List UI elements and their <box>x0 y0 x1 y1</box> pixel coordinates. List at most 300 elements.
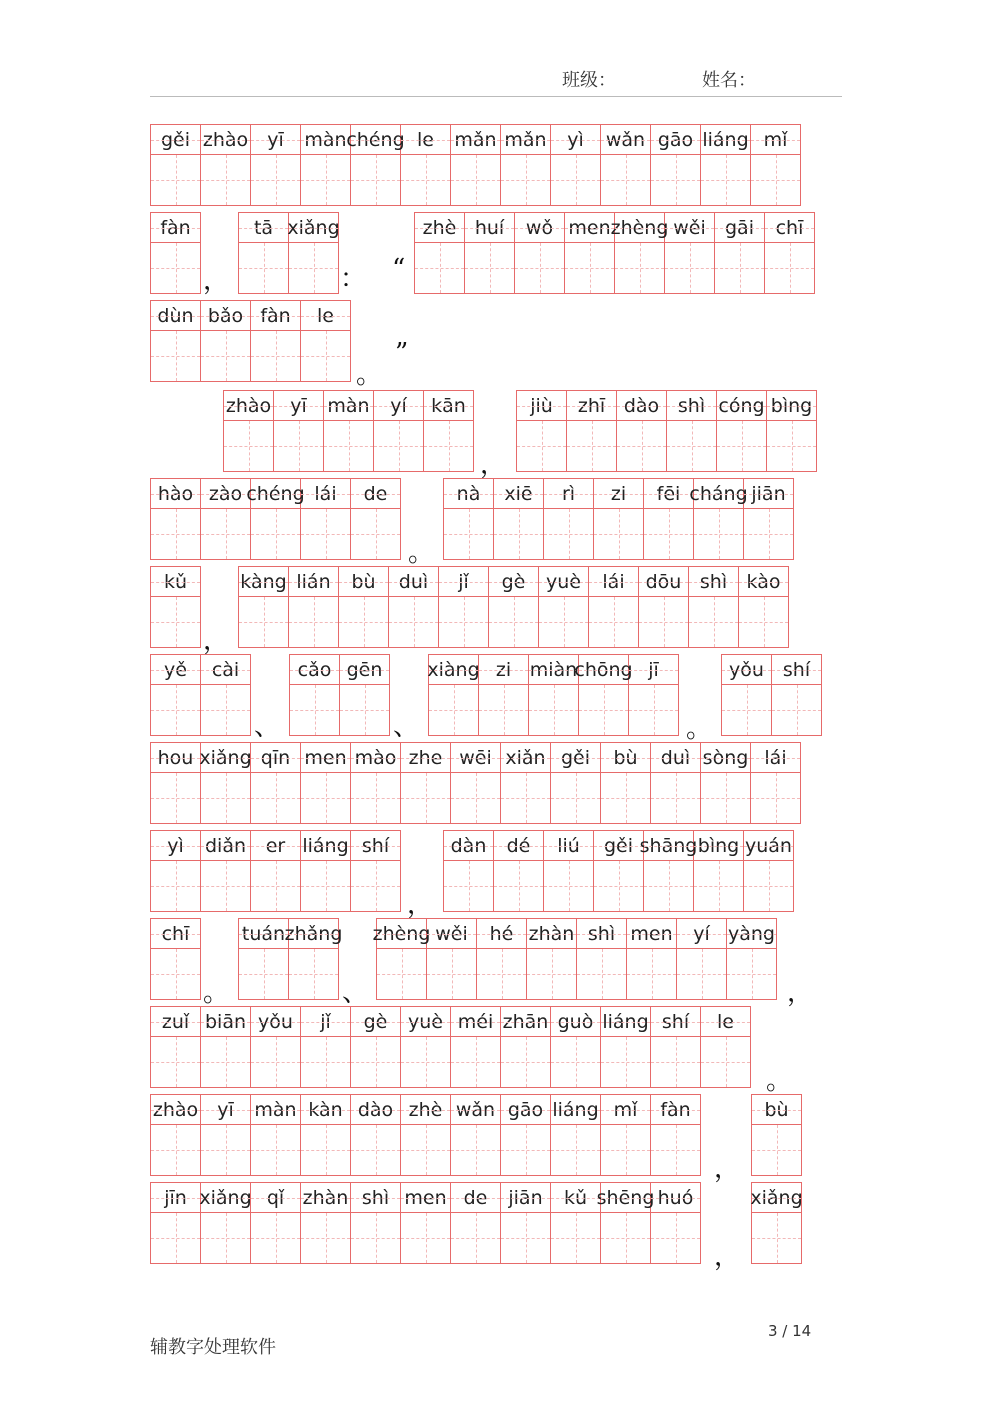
writing-cell[interactable] <box>693 830 744 912</box>
writing-cell[interactable] <box>339 654 390 736</box>
writing-cell[interactable] <box>423 390 474 472</box>
character-box[interactable] <box>151 331 200 381</box>
character-box[interactable] <box>744 861 793 911</box>
character-box[interactable] <box>301 1037 350 1087</box>
writing-cell[interactable] <box>250 1006 301 1088</box>
writing-cell[interactable] <box>610 212 669 294</box>
character-box[interactable] <box>377 949 426 999</box>
character-box[interactable] <box>424 421 473 471</box>
writing-cell[interactable] <box>150 300 201 382</box>
character-box[interactable] <box>544 861 593 911</box>
writing-cell[interactable] <box>238 212 289 294</box>
writing-cell[interactable] <box>428 654 479 736</box>
character-box[interactable] <box>351 1213 400 1263</box>
writing-cell[interactable] <box>514 212 565 294</box>
writing-cell[interactable] <box>550 1094 601 1176</box>
writing-cell[interactable] <box>200 654 251 736</box>
writing-cell[interactable] <box>639 830 698 912</box>
writing-cell[interactable] <box>150 654 201 736</box>
character-box[interactable] <box>351 1125 400 1175</box>
writing-cell[interactable] <box>438 566 489 648</box>
character-box[interactable] <box>401 1125 450 1175</box>
character-box[interactable] <box>444 509 493 559</box>
character-box[interactable] <box>151 773 200 823</box>
character-box[interactable] <box>389 597 438 647</box>
character-box[interactable] <box>201 509 250 559</box>
writing-cell[interactable] <box>238 566 289 648</box>
writing-cell[interactable] <box>750 124 801 206</box>
writing-cell[interactable] <box>300 830 351 912</box>
character-box[interactable] <box>374 421 423 471</box>
character-box[interactable] <box>701 1037 750 1087</box>
writing-cell[interactable] <box>771 654 822 736</box>
writing-cell[interactable] <box>666 390 717 472</box>
writing-cell[interactable] <box>500 1182 551 1264</box>
character-box[interactable] <box>301 1213 350 1263</box>
character-box[interactable] <box>677 949 726 999</box>
character-box[interactable] <box>765 243 814 293</box>
character-box[interactable] <box>694 509 743 559</box>
character-box[interactable] <box>594 509 643 559</box>
character-box[interactable] <box>551 1037 600 1087</box>
character-box[interactable] <box>201 331 250 381</box>
writing-cell[interactable] <box>493 830 544 912</box>
character-box[interactable] <box>601 773 650 823</box>
writing-cell[interactable] <box>743 478 794 560</box>
writing-cell[interactable] <box>600 1006 651 1088</box>
character-box[interactable] <box>351 155 400 205</box>
pinyin-label: yī <box>251 125 300 155</box>
writing-cell[interactable] <box>300 300 351 382</box>
writing-cell[interactable] <box>200 830 251 912</box>
character-box[interactable] <box>201 861 250 911</box>
character-box[interactable] <box>751 773 800 823</box>
character-box[interactable] <box>201 1213 250 1263</box>
character-box[interactable] <box>651 1213 700 1263</box>
writing-cell[interactable] <box>528 654 579 736</box>
writing-cell[interactable] <box>300 478 351 560</box>
writing-cell[interactable] <box>338 566 389 648</box>
writing-cell[interactable] <box>738 566 789 648</box>
character-box[interactable] <box>415 243 464 293</box>
writing-cell[interactable] <box>300 1182 351 1264</box>
character-box[interactable] <box>444 861 493 911</box>
writing-cell[interactable] <box>638 566 689 648</box>
writing-cell[interactable] <box>372 918 431 1000</box>
character-box[interactable] <box>501 155 550 205</box>
writing-cell[interactable] <box>688 566 739 648</box>
writing-cell[interactable] <box>500 124 551 206</box>
character-box[interactable] <box>351 509 400 559</box>
writing-cell[interactable] <box>650 742 701 824</box>
writing-cell[interactable] <box>273 390 324 472</box>
character-box[interactable] <box>701 773 750 823</box>
writing-cell[interactable] <box>288 212 339 294</box>
writing-cell[interactable] <box>550 1006 601 1088</box>
writing-cell[interactable] <box>400 1006 451 1088</box>
writing-cell[interactable] <box>588 566 639 648</box>
character-box[interactable] <box>427 949 476 999</box>
character-box[interactable] <box>401 1213 450 1263</box>
character-box[interactable] <box>251 331 300 381</box>
character-box[interactable] <box>651 773 700 823</box>
character-box[interactable] <box>617 421 666 471</box>
pinyin-label: dàn <box>444 831 493 861</box>
character-box[interactable] <box>501 1125 550 1175</box>
writing-cell[interactable] <box>450 1006 501 1088</box>
character-box[interactable] <box>479 685 528 735</box>
character-box[interactable] <box>544 509 593 559</box>
character-box[interactable] <box>539 597 588 647</box>
writing-cell[interactable] <box>593 830 644 912</box>
writing-cell[interactable] <box>200 300 251 382</box>
character-box[interactable] <box>289 949 338 999</box>
writing-cell[interactable] <box>550 1182 601 1264</box>
writing-cell[interactable] <box>500 1006 551 1088</box>
writing-cell[interactable] <box>350 742 401 824</box>
writing-cell[interactable] <box>246 478 305 560</box>
character-box[interactable] <box>751 155 800 205</box>
character-box[interactable] <box>151 155 200 205</box>
character-box[interactable] <box>577 949 626 999</box>
character-box[interactable] <box>689 597 738 647</box>
character-box[interactable] <box>224 421 273 471</box>
character-box[interactable] <box>301 509 350 559</box>
writing-cell[interactable] <box>150 742 201 824</box>
writing-cell[interactable] <box>250 1094 301 1176</box>
writing-cell[interactable] <box>200 742 251 824</box>
character-box[interactable] <box>151 1037 200 1087</box>
character-box[interactable] <box>324 421 373 471</box>
writing-cell[interactable] <box>616 390 667 472</box>
writing-cell[interactable] <box>400 1182 451 1264</box>
writing-cell[interactable] <box>443 830 494 912</box>
pinyin-label: de <box>451 1183 500 1213</box>
writing-cell[interactable] <box>150 1182 201 1264</box>
writing-cell[interactable] <box>664 212 715 294</box>
writing-cell[interactable] <box>700 742 751 824</box>
writing-cell[interactable] <box>751 1182 802 1264</box>
writing-cell[interactable] <box>538 566 589 648</box>
character-box[interactable] <box>151 949 200 999</box>
writing-cell[interactable] <box>450 742 501 824</box>
writing-cell[interactable] <box>443 478 494 560</box>
writing-cell[interactable] <box>751 1094 802 1176</box>
writing-cell[interactable] <box>150 1006 201 1088</box>
character-box[interactable] <box>251 1037 300 1087</box>
writing-cell[interactable] <box>516 390 567 472</box>
writing-cell[interactable] <box>150 1094 201 1176</box>
writing-cell[interactable] <box>350 1182 401 1264</box>
character-box[interactable] <box>251 509 300 559</box>
writing-cell[interactable] <box>764 212 815 294</box>
character-box[interactable] <box>151 861 200 911</box>
character-box[interactable] <box>651 1125 700 1175</box>
writing-cell[interactable] <box>200 478 251 560</box>
character-box[interactable] <box>529 685 578 735</box>
character-box[interactable] <box>251 1125 300 1175</box>
writing-cell[interactable] <box>400 742 451 824</box>
character-box[interactable] <box>301 331 350 381</box>
writing-cell[interactable] <box>373 390 424 472</box>
writing-cell[interactable] <box>500 1094 551 1176</box>
writing-cell[interactable] <box>650 1006 701 1088</box>
character-box[interactable] <box>289 597 338 647</box>
writing-cell[interactable] <box>388 566 439 648</box>
writing-cell[interactable] <box>200 1006 251 1088</box>
writing-cell[interactable] <box>350 478 401 560</box>
character-box[interactable] <box>477 949 526 999</box>
character-box[interactable] <box>772 685 821 735</box>
writing-cell[interactable] <box>350 1094 401 1176</box>
writing-cell[interactable] <box>543 830 594 912</box>
writing-cell[interactable] <box>150 566 201 648</box>
writing-cell[interactable] <box>150 212 201 294</box>
writing-cell[interactable] <box>289 654 340 736</box>
character-box[interactable] <box>151 597 200 647</box>
writing-cell[interactable] <box>250 1182 301 1264</box>
writing-cell[interactable] <box>650 1094 701 1176</box>
character-box[interactable] <box>739 597 788 647</box>
character-box[interactable] <box>644 509 693 559</box>
character-box[interactable] <box>451 773 500 823</box>
writing-cell[interactable] <box>550 124 601 206</box>
character-box[interactable] <box>615 243 664 293</box>
writing-cell[interactable] <box>700 1006 751 1088</box>
character-box[interactable] <box>551 155 600 205</box>
writing-cell[interactable] <box>300 1006 351 1088</box>
character-box[interactable] <box>767 421 816 471</box>
character-box[interactable] <box>151 1213 200 1263</box>
writing-cell[interactable] <box>643 478 694 560</box>
writing-cell[interactable] <box>300 742 351 824</box>
character-box[interactable] <box>201 773 250 823</box>
character-box[interactable] <box>629 685 678 735</box>
pinyin-label: shì <box>667 391 716 421</box>
writing-cell[interactable] <box>346 124 405 206</box>
character-box[interactable] <box>301 861 350 911</box>
writing-cell[interactable] <box>566 390 617 472</box>
character-box[interactable] <box>439 597 488 647</box>
character-box[interactable] <box>515 243 564 293</box>
writing-cell[interactable] <box>284 918 343 1000</box>
writing-cell[interactable] <box>238 918 289 1000</box>
character-box[interactable] <box>239 597 288 647</box>
character-box[interactable] <box>494 509 543 559</box>
character-box[interactable] <box>201 155 250 205</box>
pinyin-label: lái <box>301 479 350 509</box>
writing-cell[interactable] <box>426 918 477 1000</box>
writing-cell[interactable] <box>200 124 251 206</box>
character-box[interactable] <box>701 155 750 205</box>
writing-cell[interactable] <box>323 390 374 472</box>
writing-cell[interactable] <box>350 830 401 912</box>
writing-cell[interactable] <box>716 390 767 472</box>
character-box[interactable] <box>201 1037 250 1087</box>
character-box[interactable] <box>251 1213 300 1263</box>
character-box[interactable] <box>722 685 771 735</box>
writing-cell[interactable] <box>288 566 339 648</box>
character-box[interactable] <box>594 861 643 911</box>
character-box[interactable] <box>565 243 614 293</box>
character-box[interactable] <box>151 509 200 559</box>
character-box[interactable] <box>274 421 323 471</box>
character-box[interactable] <box>694 861 743 911</box>
writing-cell[interactable] <box>450 124 501 206</box>
character-box[interactable] <box>401 155 450 205</box>
character-box[interactable] <box>727 949 776 999</box>
writing-cell[interactable] <box>726 918 777 1000</box>
writing-cell[interactable] <box>593 478 644 560</box>
character-box[interactable] <box>201 1125 250 1175</box>
character-box[interactable] <box>351 861 400 911</box>
pinyin-label: men <box>565 213 614 243</box>
character-box[interactable] <box>401 1037 450 1087</box>
writing-cell[interactable] <box>676 918 727 1000</box>
writing-cell[interactable] <box>414 212 465 294</box>
writing-cell[interactable] <box>576 918 627 1000</box>
character-box[interactable] <box>651 1037 700 1087</box>
writing-cell[interactable] <box>596 1182 655 1264</box>
writing-cell[interactable] <box>543 478 594 560</box>
character-box[interactable] <box>551 773 600 823</box>
writing-cell[interactable] <box>743 830 794 912</box>
character-box[interactable] <box>644 861 693 911</box>
character-box[interactable] <box>451 1037 500 1087</box>
character-box[interactable] <box>501 773 550 823</box>
writing-cell[interactable] <box>476 918 527 1000</box>
writing-cell[interactable] <box>721 654 772 736</box>
writing-cell[interactable] <box>600 742 651 824</box>
character-box[interactable] <box>567 421 616 471</box>
character-box[interactable] <box>351 1037 400 1087</box>
character-box[interactable] <box>601 1213 650 1263</box>
character-box[interactable] <box>451 1213 500 1263</box>
character-box[interactable] <box>665 243 714 293</box>
character-box[interactable] <box>151 1125 200 1175</box>
character-box[interactable] <box>339 597 388 647</box>
writing-cell[interactable] <box>564 212 615 294</box>
writing-cell[interactable] <box>714 212 765 294</box>
character-box[interactable] <box>251 861 300 911</box>
writing-cell[interactable] <box>350 1006 401 1088</box>
writing-cell[interactable] <box>400 124 451 206</box>
writing-cell[interactable] <box>766 390 817 472</box>
character-box[interactable] <box>551 1125 600 1175</box>
writing-cell[interactable] <box>300 1094 351 1176</box>
character-box[interactable] <box>251 773 300 823</box>
writing-cell[interactable] <box>600 124 651 206</box>
character-box[interactable] <box>752 1125 801 1175</box>
writing-cell[interactable] <box>250 300 301 382</box>
character-box[interactable] <box>601 1037 650 1087</box>
character-box[interactable] <box>744 509 793 559</box>
character-box[interactable] <box>501 1037 550 1087</box>
writing-cell[interactable] <box>488 566 539 648</box>
writing-cell[interactable] <box>300 124 351 206</box>
writing-cell[interactable] <box>464 212 515 294</box>
writing-cell[interactable] <box>150 918 201 1000</box>
character-box[interactable] <box>151 685 200 735</box>
writing-cell[interactable] <box>628 654 679 736</box>
character-box[interactable] <box>717 421 766 471</box>
character-box[interactable] <box>752 1213 801 1263</box>
character-box[interactable] <box>601 155 650 205</box>
writing-cell[interactable] <box>250 124 301 206</box>
writing-cell[interactable] <box>223 390 274 472</box>
writing-cell[interactable] <box>574 654 633 736</box>
writing-cell[interactable] <box>650 1182 701 1264</box>
character-box[interactable] <box>579 685 628 735</box>
character-box[interactable] <box>340 685 389 735</box>
character-box[interactable] <box>239 243 288 293</box>
writing-cell[interactable] <box>478 654 529 736</box>
character-box[interactable] <box>715 243 764 293</box>
writing-cell[interactable] <box>150 830 201 912</box>
writing-cell[interactable] <box>650 124 701 206</box>
writing-cell[interactable] <box>250 742 301 824</box>
writing-cell[interactable] <box>750 742 801 824</box>
writing-cell[interactable] <box>526 918 577 1000</box>
pinyin-label: tuán <box>239 919 288 949</box>
pinyin-label: mǎn <box>501 125 550 155</box>
character-box[interactable] <box>494 861 543 911</box>
character-box[interactable] <box>290 685 339 735</box>
writing-cell[interactable] <box>250 830 301 912</box>
writing-cell[interactable] <box>550 742 601 824</box>
character-box[interactable] <box>151 243 200 293</box>
character-box[interactable] <box>201 685 250 735</box>
character-box[interactable] <box>301 773 350 823</box>
writing-cell[interactable] <box>150 478 201 560</box>
character-box[interactable] <box>551 1213 600 1263</box>
character-box[interactable] <box>301 155 350 205</box>
writing-cell[interactable] <box>200 1182 251 1264</box>
writing-cell[interactable] <box>600 1094 651 1176</box>
character-box[interactable] <box>667 421 716 471</box>
character-box[interactable] <box>489 597 538 647</box>
character-box[interactable] <box>601 1125 650 1175</box>
character-box[interactable] <box>589 597 638 647</box>
character-box[interactable] <box>639 597 688 647</box>
character-box[interactable] <box>451 1125 500 1175</box>
character-box[interactable] <box>627 949 676 999</box>
writing-cell[interactable] <box>450 1094 501 1176</box>
writing-cell[interactable] <box>626 918 677 1000</box>
character-box[interactable] <box>239 949 288 999</box>
writing-cell[interactable] <box>450 1182 501 1264</box>
character-box[interactable] <box>451 155 500 205</box>
writing-cell[interactable] <box>400 1094 451 1176</box>
character-box[interactable] <box>351 773 400 823</box>
writing-cell[interactable] <box>493 478 544 560</box>
character-box[interactable] <box>401 773 450 823</box>
character-box[interactable] <box>527 949 576 999</box>
character-box[interactable] <box>289 243 338 293</box>
writing-cell[interactable] <box>150 124 201 206</box>
character-box[interactable] <box>651 155 700 205</box>
writing-cell[interactable] <box>689 478 748 560</box>
writing-cell[interactable] <box>200 1094 251 1176</box>
character-box[interactable] <box>429 685 478 735</box>
character-box[interactable] <box>517 421 566 471</box>
writing-cell[interactable] <box>700 124 751 206</box>
writing-cell[interactable] <box>500 742 551 824</box>
character-box[interactable] <box>501 1213 550 1263</box>
character-box[interactable] <box>251 155 300 205</box>
character-box[interactable] <box>465 243 514 293</box>
character-box[interactable] <box>301 1125 350 1175</box>
